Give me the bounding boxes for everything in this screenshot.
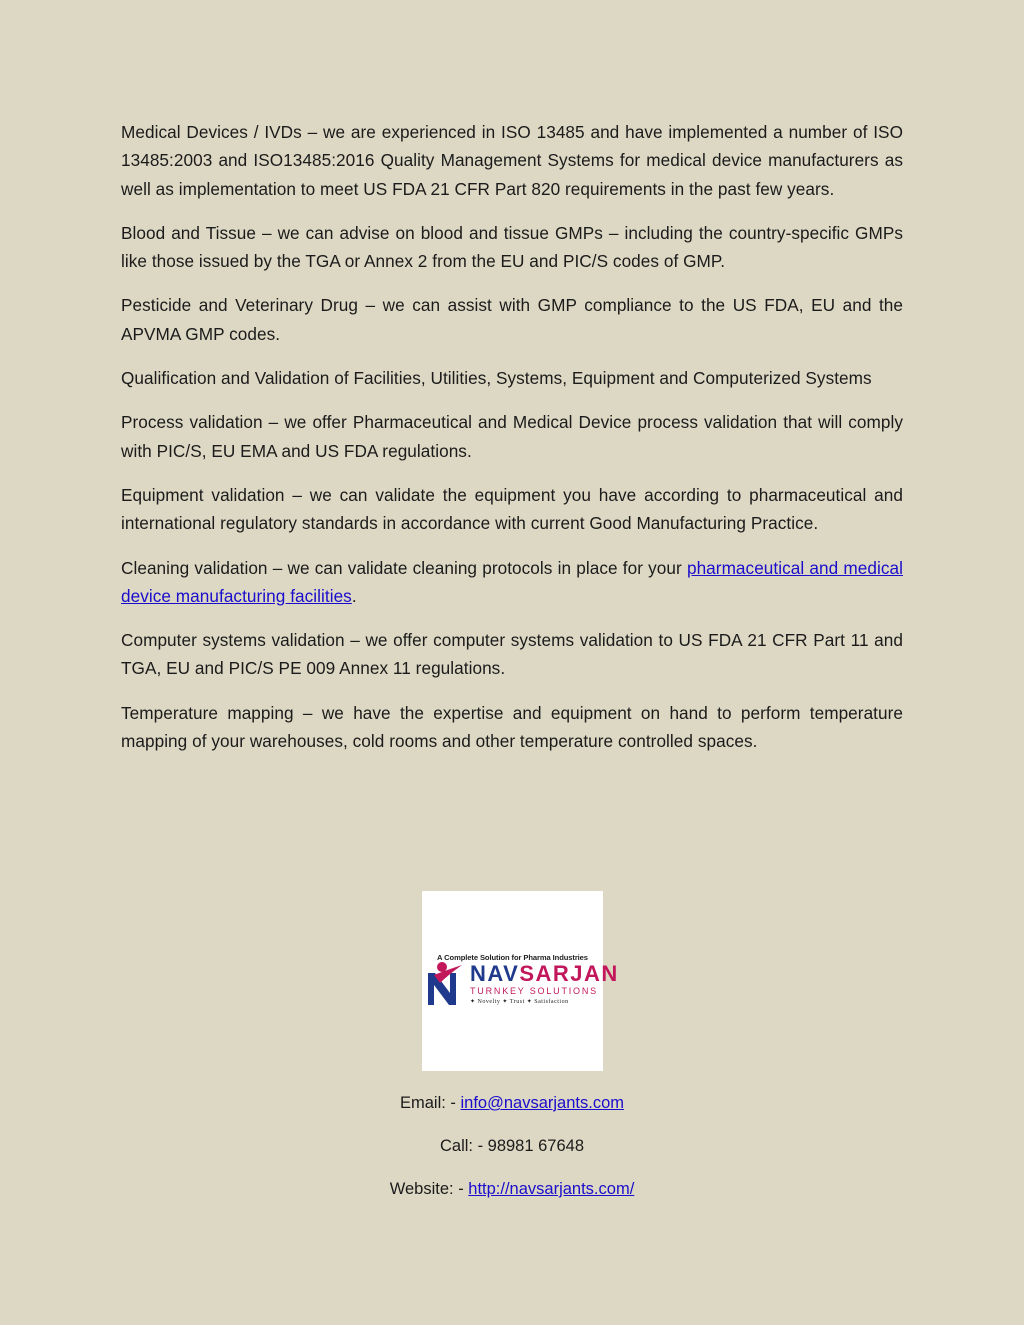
email-line <box>0 1094 1024 1113</box>
website-label: Website: - <box>389 1180 469 1198</box>
email-label: Email: - <box>399 1094 461 1112</box>
facilities-link[interactable]: pharmaceutical and medical device manufacturing facilities <box>121 557 903 606</box>
paragraph-equipment-validation: Equipment validation – we can validate the equipment you have according to pharmaceutical and international regulatory standards in accordance with current Good Manufacturing Practice. <box>121 484 903 534</box>
call-label: Call: - <box>439 1137 488 1155</box>
company-logo <box>422 891 619 1071</box>
website-link[interactable]: http://navsarjants.com/ <box>468 1180 635 1198</box>
logo-tagline: A Complete Solution for Pharma Industries <box>437 953 588 962</box>
paragraph-pesticide-veterinary: Pesticide and Veterinary Drug – we can assist with GMP compliance to the US FDA, EU and the APVMA GMP codes. <box>121 295 903 344</box>
logo-values: ✦ Novelty ✦ Trust ✦ Satisfaction <box>470 999 569 1005</box>
paragraph-blood-tissue: Blood and Tissue – we can advise on blood and tissue GMPs – including the country-specific GMPs like those issued by the TGA or Annex 2 from the EU and PIC/S codes of GMP. <box>121 222 903 272</box>
paragraph-temperature-mapping: Temperature mapping – we have the expertise and equipment on hand to perform temperature mapping of your warehouses, cold rooms and other temperature controlled spaces. <box>121 702 903 752</box>
email-link[interactable]: info@navsarjants.com <box>460 1094 624 1112</box>
paragraph-cleaning-validation <box>121 554 903 611</box>
paragraph-medical-devices: Medical Devices / IVDs – we are experienced in ISO 13485 and have implemented a number of ISO 13485:2003 and ISO13485:2016 Quality Management Systems for medical device manufacturers as well as implementation to meet US FDA 21 CFR Part 820 requirements in the past few years. <box>121 122 903 199</box>
logo-name-part2: SARJAN <box>519 961 619 986</box>
logo-name-part1: NAV <box>470 961 520 986</box>
paragraph-computer-systems: Computer systems validation – we offer computer systems validation to US FDA 21 CFR Part 11 and TGA, EU and PIC/S PE 009 Annex 11 regulations. <box>121 630 903 679</box>
document-body <box>121 118 903 771</box>
navsarjan-person-icon <box>426 961 464 1007</box>
paragraph-process-validation: Process validation – we offer Pharmaceutical and Medical Device process validation that will comply with PIC/S, EU EMA and US FDA regulations. <box>121 412 903 461</box>
cleaning-text-before: Cleaning validation – we can validate cleaning protocols in place for your <box>121 557 687 578</box>
call-line <box>0 1137 1024 1156</box>
cleaning-text-after: . <box>351 585 357 606</box>
phone-number: 98981 67648 <box>487 1137 585 1155</box>
website-line <box>0 1180 1024 1199</box>
logo-wordmark <box>470 963 619 985</box>
paragraph-qualification-validation: Qualification and Validation of Facilities, Utilities, Systems, Equipment and Computerized Systems <box>121 368 872 389</box>
logo-subtitle: TURNKEY SOLUTIONS <box>470 986 598 996</box>
